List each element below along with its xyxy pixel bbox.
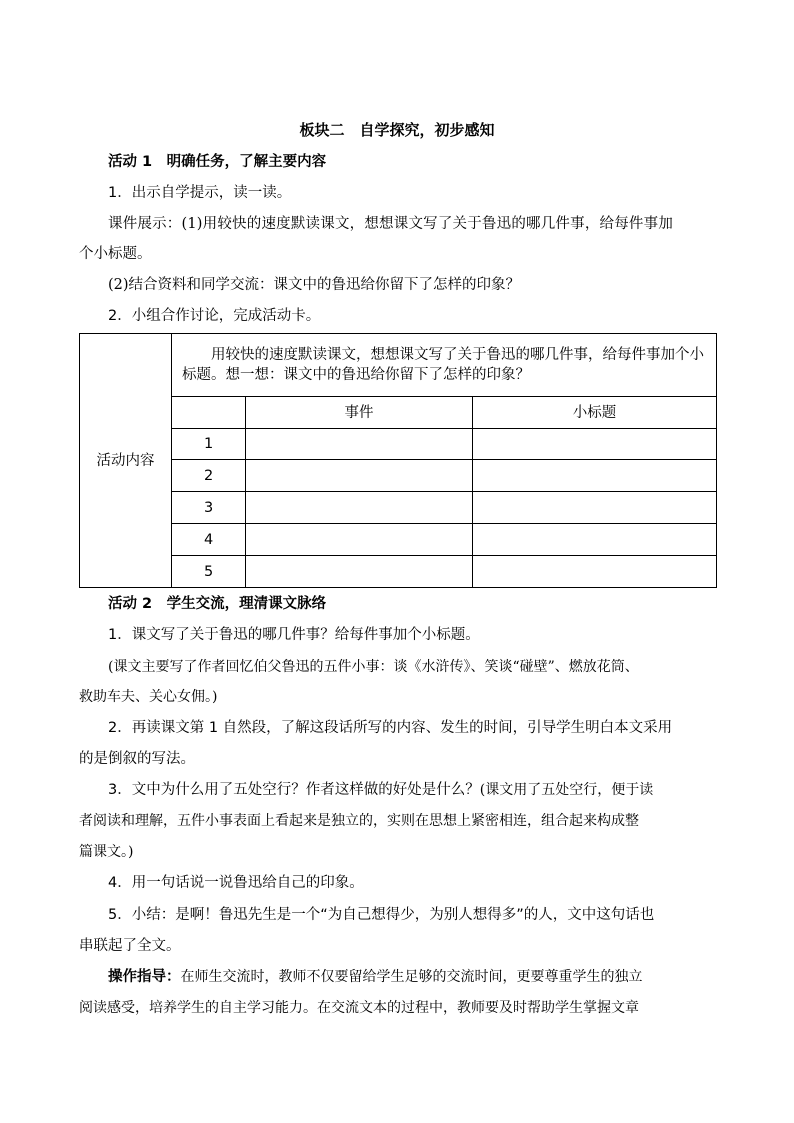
activity1-label: 活动 1 明确任务，了解主要内容 — [108, 154, 327, 170]
activity2-question2-line1: 2．再读课文第 1 自然段，了解这段话所写的内容、发生的时间，引导学生明白本文采用 — [108, 720, 673, 736]
table-row — [80, 556, 717, 588]
activity2-question3-line2: 者阅读和理解，五件小事表面上看起来是独立的，实则在思想上紧密相连，组合起来构成整 — [79, 813, 639, 829]
activity-card-prompt: 用较快的速度默读课文，想想课文写了关于鲁迅的哪几件事，给每件事加个小标题。想一想：课文中的鲁迅给你留下了怎样的印象？ — [172, 334, 717, 397]
activity2-answer1-line2: 救助车夫、关心女佣。) — [79, 689, 218, 705]
courseware-question2: (2)结合资料和同学交流：课文中的鲁迅给你留下了怎样的印象？ — [108, 277, 521, 293]
table-row — [80, 492, 717, 524]
operation-guide-line2: 阅读感受，培养学生的自主学习能力。在交流文本的过程中，教师要及时帮助学生掌握文章 — [79, 1000, 639, 1016]
operation-guide-text1: 在师生交流时，教师不仅要留给学生足够的交流时间，更要尊重学生的独立 — [180, 969, 643, 985]
activity2-summary-line2: 串联起了全文。 — [79, 938, 181, 954]
row-number: 4 — [172, 524, 246, 556]
row-number: 1 — [172, 429, 246, 460]
event-cell[interactable] — [246, 492, 473, 524]
title-cell[interactable] — [473, 556, 717, 588]
event-cell[interactable] — [246, 460, 473, 492]
event-cell[interactable] — [246, 429, 473, 460]
activity2-question2-line2: 的是倒叙的写法。 — [79, 751, 195, 767]
activity1-step1: 1．出示自学提示，读一读。 — [108, 185, 292, 201]
question3-answer-start: (课文用了五处空行，便于读 — [479, 782, 654, 798]
table-header-title: 小标题 — [473, 397, 717, 429]
activity1-step2: 2．小组合作讨论，完成活动卡。 — [108, 308, 321, 324]
table-row — [80, 460, 717, 492]
activity2-question4: 4．用一句话说一说鲁迅给自己的印象。 — [108, 875, 364, 891]
title-cell[interactable] — [473, 524, 717, 556]
section-heading: 板块二 自学探究，初步感知 — [299, 121, 495, 139]
activity2-question3-line1 — [108, 780, 653, 800]
operation-guide-line1 — [108, 967, 643, 987]
table-row — [80, 524, 717, 556]
activity2-question1: 1．课文写了关于鲁迅的哪几件事？给每件事加个小标题。 — [108, 627, 480, 643]
row-number: 3 — [172, 492, 246, 524]
title-cell[interactable] — [473, 460, 717, 492]
activity-content-header: 活动内容 — [80, 334, 172, 588]
operation-guide-label: 操作指导： — [108, 969, 181, 985]
question3-text: 3．文中为什么用了五处空行？作者这样做的好处是什么？ — [108, 782, 480, 798]
activity-card-table — [79, 333, 717, 588]
title-cell[interactable] — [473, 429, 717, 460]
activity2-answer1-line1: (课文主要写了作者回忆伯父鲁迅的五件小事：谈《水浒传》、笑谈“碰壁”、燃放花筒、 — [108, 659, 639, 675]
table-header-event: 事件 — [246, 397, 473, 429]
table-header-blank — [172, 397, 246, 429]
courseware-line2: 个小标题。 — [79, 246, 152, 262]
activity2-summary-line1: 5．小结：是啊！鲁迅先生是一个“为自己想得少，为别人想得多”的人，文中这句话也 — [108, 907, 655, 923]
table-row — [80, 429, 717, 460]
activity2-label: 活动 2 学生交流，理清课文脉络 — [108, 596, 327, 612]
courseware-line1: 课件展示：(1)用较快的速度默读课文，想想课文写了关于鲁迅的哪几件事，给每件事加 — [108, 216, 674, 232]
event-cell[interactable] — [246, 524, 473, 556]
title-cell[interactable] — [473, 492, 717, 524]
row-number: 5 — [172, 556, 246, 588]
activity2-question3-line3: 篇课文。) — [79, 844, 134, 860]
row-number: 2 — [172, 460, 246, 492]
event-cell[interactable] — [246, 556, 473, 588]
